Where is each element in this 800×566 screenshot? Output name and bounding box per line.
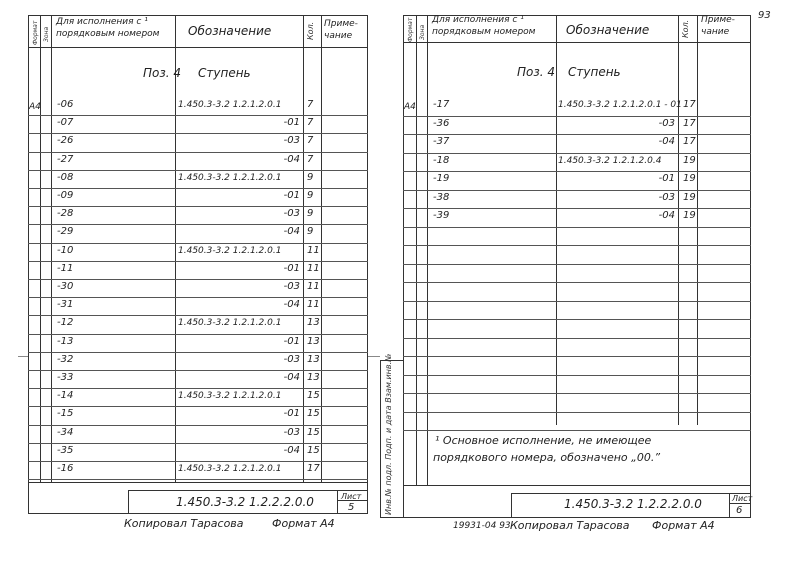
footnote-line-1: ¹ Основное исполнение, не имеющее <box>435 434 652 447</box>
row-qty: 19 <box>683 191 696 203</box>
row-qty: 11 <box>307 299 320 311</box>
row-version: -30 <box>57 281 74 292</box>
right-footer-format: Формат А4 <box>652 519 715 532</box>
header-qty-r: Кол. <box>681 19 690 38</box>
right-footer-order: 19931-04 93 <box>453 521 511 531</box>
right-title-designation: 1.450.3-3.2 1.2.2.2.0.0 <box>564 497 702 511</box>
header-designation: Обозначение <box>188 24 272 38</box>
row-designation: 1.450.3-3.2 1.2.1.2.0.1 - 01 <box>558 100 682 110</box>
row-qty: 7 <box>307 153 314 165</box>
row-designation: -04 <box>658 136 675 147</box>
page-number: 93 <box>758 10 771 21</box>
row-qty: 19 <box>683 154 696 166</box>
left-sheet-number: 5 <box>348 502 355 513</box>
format-mark: А4 <box>29 102 41 112</box>
row-version: -08 <box>57 171 74 183</box>
format-mark-r: А4 <box>404 102 416 112</box>
section-name-r: Ступень <box>568 65 621 79</box>
row-qty: 13 <box>307 335 320 347</box>
row-designation: -04 <box>658 210 675 221</box>
header-zone: Зона <box>43 26 50 42</box>
section-pos: Поз. 4 <box>143 66 182 80</box>
row-version: -34 <box>57 426 74 438</box>
header-qty: Кол. <box>306 21 315 40</box>
row-version: -39 <box>433 210 450 221</box>
row-version: -11 <box>57 262 74 274</box>
row-version: -36 <box>433 117 450 129</box>
row-version: -19 <box>433 173 450 184</box>
row-version: -07 <box>57 117 74 129</box>
row-designation: -03 <box>283 353 300 365</box>
row-version: -27 <box>57 153 74 165</box>
row-designation: -03 <box>658 191 675 203</box>
header-note: Приме- чание <box>324 19 358 41</box>
row-qty: 17 <box>683 99 696 110</box>
row-qty: 13 <box>307 317 320 329</box>
row-designation: 1.450.3-3.2 1.2.1.2.0.1 <box>178 318 282 329</box>
header-format: Формат <box>32 20 39 45</box>
row-qty: 11 <box>307 244 320 256</box>
row-qty: 9 <box>307 208 314 220</box>
row-qty: 7 <box>307 99 314 110</box>
right-footer-copied: Копировал Тарасова <box>510 519 630 532</box>
row-qty: 9 <box>307 171 314 183</box>
left-footer-copied: Копировал Тарасова <box>124 517 244 530</box>
row-designation: -04 <box>283 444 300 456</box>
row-designation: -03 <box>283 281 300 292</box>
row-version: -38 <box>433 191 450 203</box>
row-qty: 19 <box>683 173 696 184</box>
left-sheet-label: Лист <box>341 492 362 501</box>
header-designation-r: Обозначение <box>566 23 650 37</box>
row-version: -14 <box>57 390 74 402</box>
side-stamp: Инв.№ подл. Подп. и дата Взам.инв.№ <box>384 353 393 515</box>
row-designation: 1.450.3-3.2 1.2.1.2.0.1 <box>178 464 282 474</box>
row-qty: 11 <box>307 281 320 292</box>
right-sheet-number: 6 <box>736 505 743 516</box>
row-designation: -04 <box>283 226 300 238</box>
row-designation: -01 <box>283 117 300 129</box>
row-version: -35 <box>57 444 74 456</box>
row-designation: 1.450.3-3.2 1.2.1.2.0.1 <box>178 172 282 183</box>
header-version: Для исполнения с ¹ порядковым номером <box>56 17 160 39</box>
row-designation: -04 <box>283 299 300 311</box>
right-sheet-label: Лист <box>732 494 753 503</box>
row-qty: 17 <box>683 117 696 129</box>
row-version: -10 <box>57 244 74 256</box>
header-note-r: Приме- чание <box>701 15 735 37</box>
row-version: -26 <box>57 135 74 147</box>
row-qty: 11 <box>307 262 320 274</box>
row-version: -13 <box>57 335 74 347</box>
row-qty: 15 <box>307 426 320 438</box>
row-qty: 19 <box>683 210 696 221</box>
row-designation: -01 <box>283 408 300 420</box>
row-qty: 13 <box>307 353 320 365</box>
row-version: -29 <box>57 226 74 238</box>
row-qty: 7 <box>307 117 314 129</box>
section-name: Ступень <box>198 66 251 80</box>
row-designation: 1.450.3-3.2 1.2.1.2.0.1 <box>178 391 282 402</box>
footnote-line-2: порядкового номера, обозначено „00.” <box>433 451 661 464</box>
row-qty: 13 <box>307 372 320 383</box>
row-designation: 1.450.3-3.2 1.2.1.2.0.1 <box>178 100 282 110</box>
row-version: -31 <box>57 299 74 311</box>
row-version: -37 <box>433 136 450 147</box>
left-title-designation: 1.450.3-3.2 1.2.2.2.0.0 <box>176 495 314 509</box>
row-designation: -01 <box>283 190 300 201</box>
row-version: -09 <box>57 190 74 201</box>
row-designation: -01 <box>283 262 300 274</box>
row-qty: 15 <box>307 408 320 420</box>
row-designation: -01 <box>658 173 675 184</box>
row-version: -28 <box>57 208 74 220</box>
row-version: -32 <box>57 353 74 365</box>
section-pos-r: Поз. 4 <box>517 65 556 79</box>
row-designation: 1.450.3-3.2 1.2.1.2.0.1 <box>178 245 282 256</box>
row-designation: -03 <box>283 135 300 147</box>
row-qty: 9 <box>307 190 314 201</box>
row-designation: -03 <box>283 208 300 220</box>
row-qty: 17 <box>683 136 696 147</box>
row-version: -15 <box>57 408 74 420</box>
row-designation: -04 <box>283 372 300 383</box>
row-version: -16 <box>57 463 74 474</box>
row-qty: 7 <box>307 135 314 147</box>
row-version: -18 <box>433 154 450 166</box>
row-version: -33 <box>57 372 74 383</box>
row-qty: 15 <box>307 390 320 402</box>
row-designation: 1.450.3-3.2 1.2.1.2.0.4 <box>558 155 662 166</box>
header-version-r: Для исполнения с ¹ порядковым номером <box>432 15 536 37</box>
row-designation: -03 <box>283 426 300 438</box>
row-designation: -03 <box>658 117 675 129</box>
left-footer-format: Формат А4 <box>272 517 335 530</box>
row-qty: 15 <box>307 444 320 456</box>
row-designation: -01 <box>283 335 300 347</box>
header-zone-r: Зона <box>419 24 426 40</box>
row-version: -17 <box>433 99 450 110</box>
header-format-r: Формат <box>407 17 414 42</box>
row-version: -12 <box>57 317 74 329</box>
row-designation: -04 <box>283 153 300 165</box>
row-qty: 9 <box>307 226 314 238</box>
row-version: -06 <box>57 99 74 110</box>
row-qty: 17 <box>307 463 320 474</box>
